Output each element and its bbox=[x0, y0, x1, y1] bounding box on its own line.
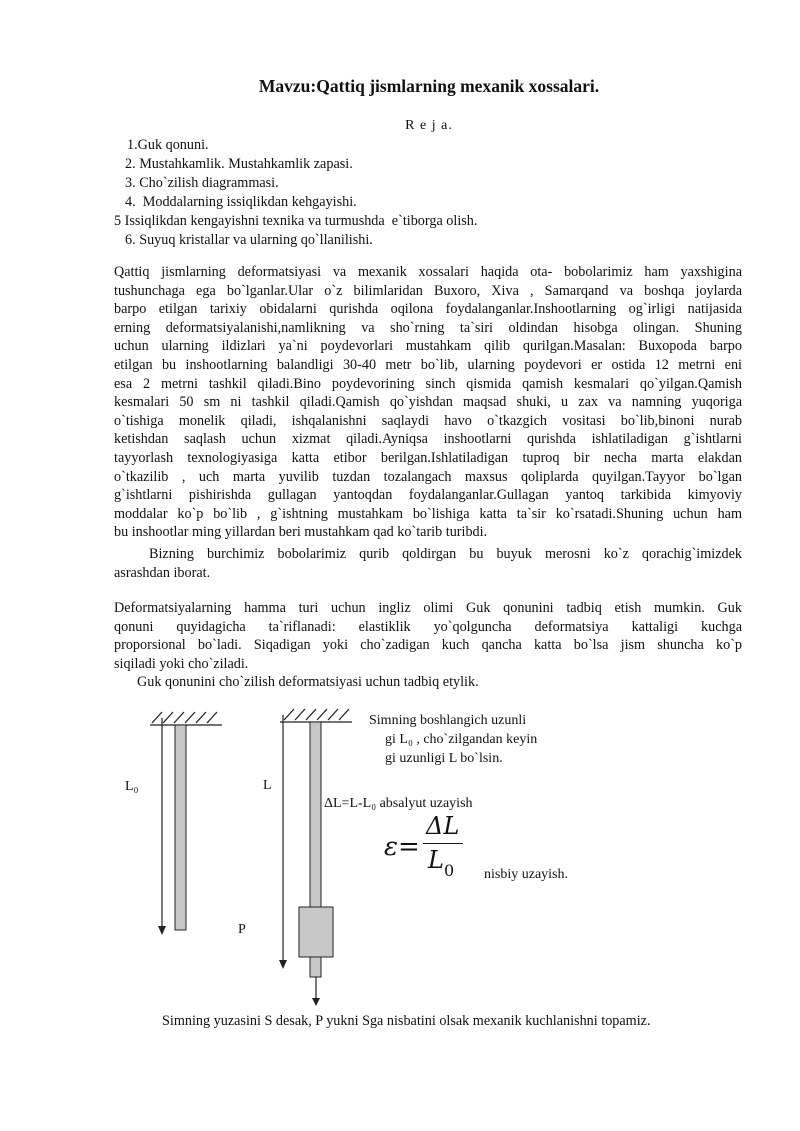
text-line: barpo etilgan tarixiy obidalarni qurishda oqilona foydalanganlar.Inshootlarning og`irligi natijasida bbox=[114, 301, 742, 318]
text-line: moddalar ko`p bo`lib , g`ishtning mustahkam bo`lishiga katta ta`sir ko`rsatadi.Shuning uchun ham bbox=[114, 505, 742, 522]
weight-block bbox=[299, 907, 333, 957]
text-line: Deformatsiyalarning hamma turi uchun ingliz olimi Guk qonunini tadbiq etish mumkin. Guk bbox=[114, 600, 742, 616]
plan-list bbox=[114, 136, 478, 250]
text-line: uchun ularning ildizlari ya`ni poydevorlari mustahkam qilib qurilgan.Masalan: Buxopoda barpo bbox=[114, 338, 742, 355]
plan-item: 1.Guk qonuni. bbox=[127, 137, 209, 153]
text-line: qonuni quyidagicha ta`riflanadi: elastiklik yo`qolguncha deformatsiya kattaligi kuchga bbox=[114, 618, 742, 635]
formula-lhs: ε= bbox=[384, 832, 420, 862]
text-line: siqiladi yoki cho`ziladi. bbox=[114, 655, 249, 672]
text-line: tayyorlash texnologiyasiga katta etibor berilgan.Ishlatiladigan tuproq bir necha marta elakdan bbox=[114, 449, 742, 466]
diagram-desc-2: gi L₀ , cho`zilgandan keyin bbox=[385, 732, 538, 747]
left-support bbox=[150, 712, 222, 725]
label-p: P bbox=[238, 922, 246, 937]
diagram-desc-1: Simning boshlangich uzunli bbox=[369, 713, 527, 728]
right-support bbox=[280, 709, 352, 722]
page-title: Mavzu:Qattiq jismlarning mexanik xossalari. bbox=[258, 76, 600, 96]
text-line: o`tishiga monelik qiladi, ishqalanishni saqlaydi havo o`tkazgich vositasi bo`lib,binoni nurab bbox=[114, 412, 742, 429]
text-line: etilgan bu inshootlarning balandligi 30-40 metr bo`lib, ularning poydevori er ostida 12 metrni eni bbox=[114, 356, 742, 373]
text-line: g`ishtlarni pishirishda gullagan yantoqdan foydalanganlar.Gullagan yantoq tarkibida kimyoviy bbox=[114, 487, 742, 504]
text-line: asrashdan iborat. bbox=[114, 564, 211, 581]
text-line: kesmalari 50 sm ni tashkil qiladi.Qamish qo`yishdan maqsad shuki, u zax va namning yuqoriga bbox=[114, 394, 742, 411]
text-line: ketishdan saqlash uchun xizmat qiladi.Ayniqsa inshootlarni qurishda ishlatiladigan g`ishtlarni bbox=[114, 431, 742, 448]
text-line: esa 2 metrni tashkil qiladi.Bino poydevorining sinch qismida qamish kesmalari qo`yilgan.Qamish bbox=[114, 375, 742, 392]
formula-denominator: $L_0$ bbox=[428, 846, 455, 880]
right-rod bbox=[310, 722, 321, 908]
paragraph-history bbox=[114, 263, 742, 542]
paragraph-apply: Guk qonunini cho`zilish deformatsiyasi uchun tadbiq etylik. bbox=[137, 674, 479, 690]
text-line: tushunchaga ega bo`lganlar.Ular o`z bilimlaridan Buxoro, Xiva , Samarqand va boshqa joylarda bbox=[114, 282, 742, 299]
left-rod bbox=[175, 725, 186, 930]
paragraph-hooke bbox=[114, 599, 742, 673]
closing-line: Simning yuzasini S desak, P yukni Sga nisbatini olsak mexanik kuchlanishni topamiz. bbox=[162, 1013, 651, 1029]
absolute-extension: ΔL=L-L₀ absalyut uzayish bbox=[324, 796, 473, 811]
text-line: proporsional bo`ladi. Siqadigan yoki cho`zadigan kuch qancha katta bo`lsa jism shuncha ko`p bbox=[114, 637, 742, 654]
plan-heading: R e j a. bbox=[405, 118, 453, 133]
label-l0: L₀ bbox=[125, 779, 139, 794]
fraction-bar bbox=[423, 843, 463, 844]
text-line: erning deformatsiyalanishi,namlikning va sho`rning ta`siri oldindan hisobga olingan. Shuning bbox=[114, 319, 742, 336]
plan-item: 4. Moddalarning issiqlikdan kehgayishi. bbox=[125, 194, 357, 210]
text-line: o`tkazilib , uch marta yuvilib tuzdan tozalangach maxsus qoliplarda quyilgan.Tayyor bo`lgan bbox=[114, 468, 742, 485]
weight-hook bbox=[310, 957, 321, 977]
text-line: Bizning burchimiz bobolarimiz qurib qoldirgan bu buyuk merosni ko`z qorachig`imizdek bbox=[149, 546, 742, 562]
plan-item: 2. Mustahkamlik. Mustahkamlik zapasi. bbox=[125, 156, 353, 172]
paragraph-heritage bbox=[114, 545, 742, 582]
text-line: bu inshootlar ming yillardan beri mustahkam qad ko`tarib turibdi. bbox=[114, 524, 488, 541]
formula-numerator: ΔL bbox=[426, 812, 460, 840]
text-line: Qattiq jismlarning deformatsiyasi va mexanik xossalari haqida ota- bobolarimiz ham yaxshigina bbox=[114, 264, 742, 280]
relative-extension: nisbiy uzayish. bbox=[484, 867, 568, 882]
diagram-desc-3: gi uzunligi L bo`lsin. bbox=[385, 751, 503, 766]
label-l: L bbox=[263, 778, 272, 793]
plan-item: 3. Cho`zilish diagrammasi. bbox=[125, 175, 279, 191]
plan-item: 6. Suyuq kristallar va ularning qo`llanilishi. bbox=[125, 232, 373, 248]
plan-item: 5 Issiqlikdan kengayishni texnika va turmushda e`tiborga olish. bbox=[114, 213, 478, 229]
